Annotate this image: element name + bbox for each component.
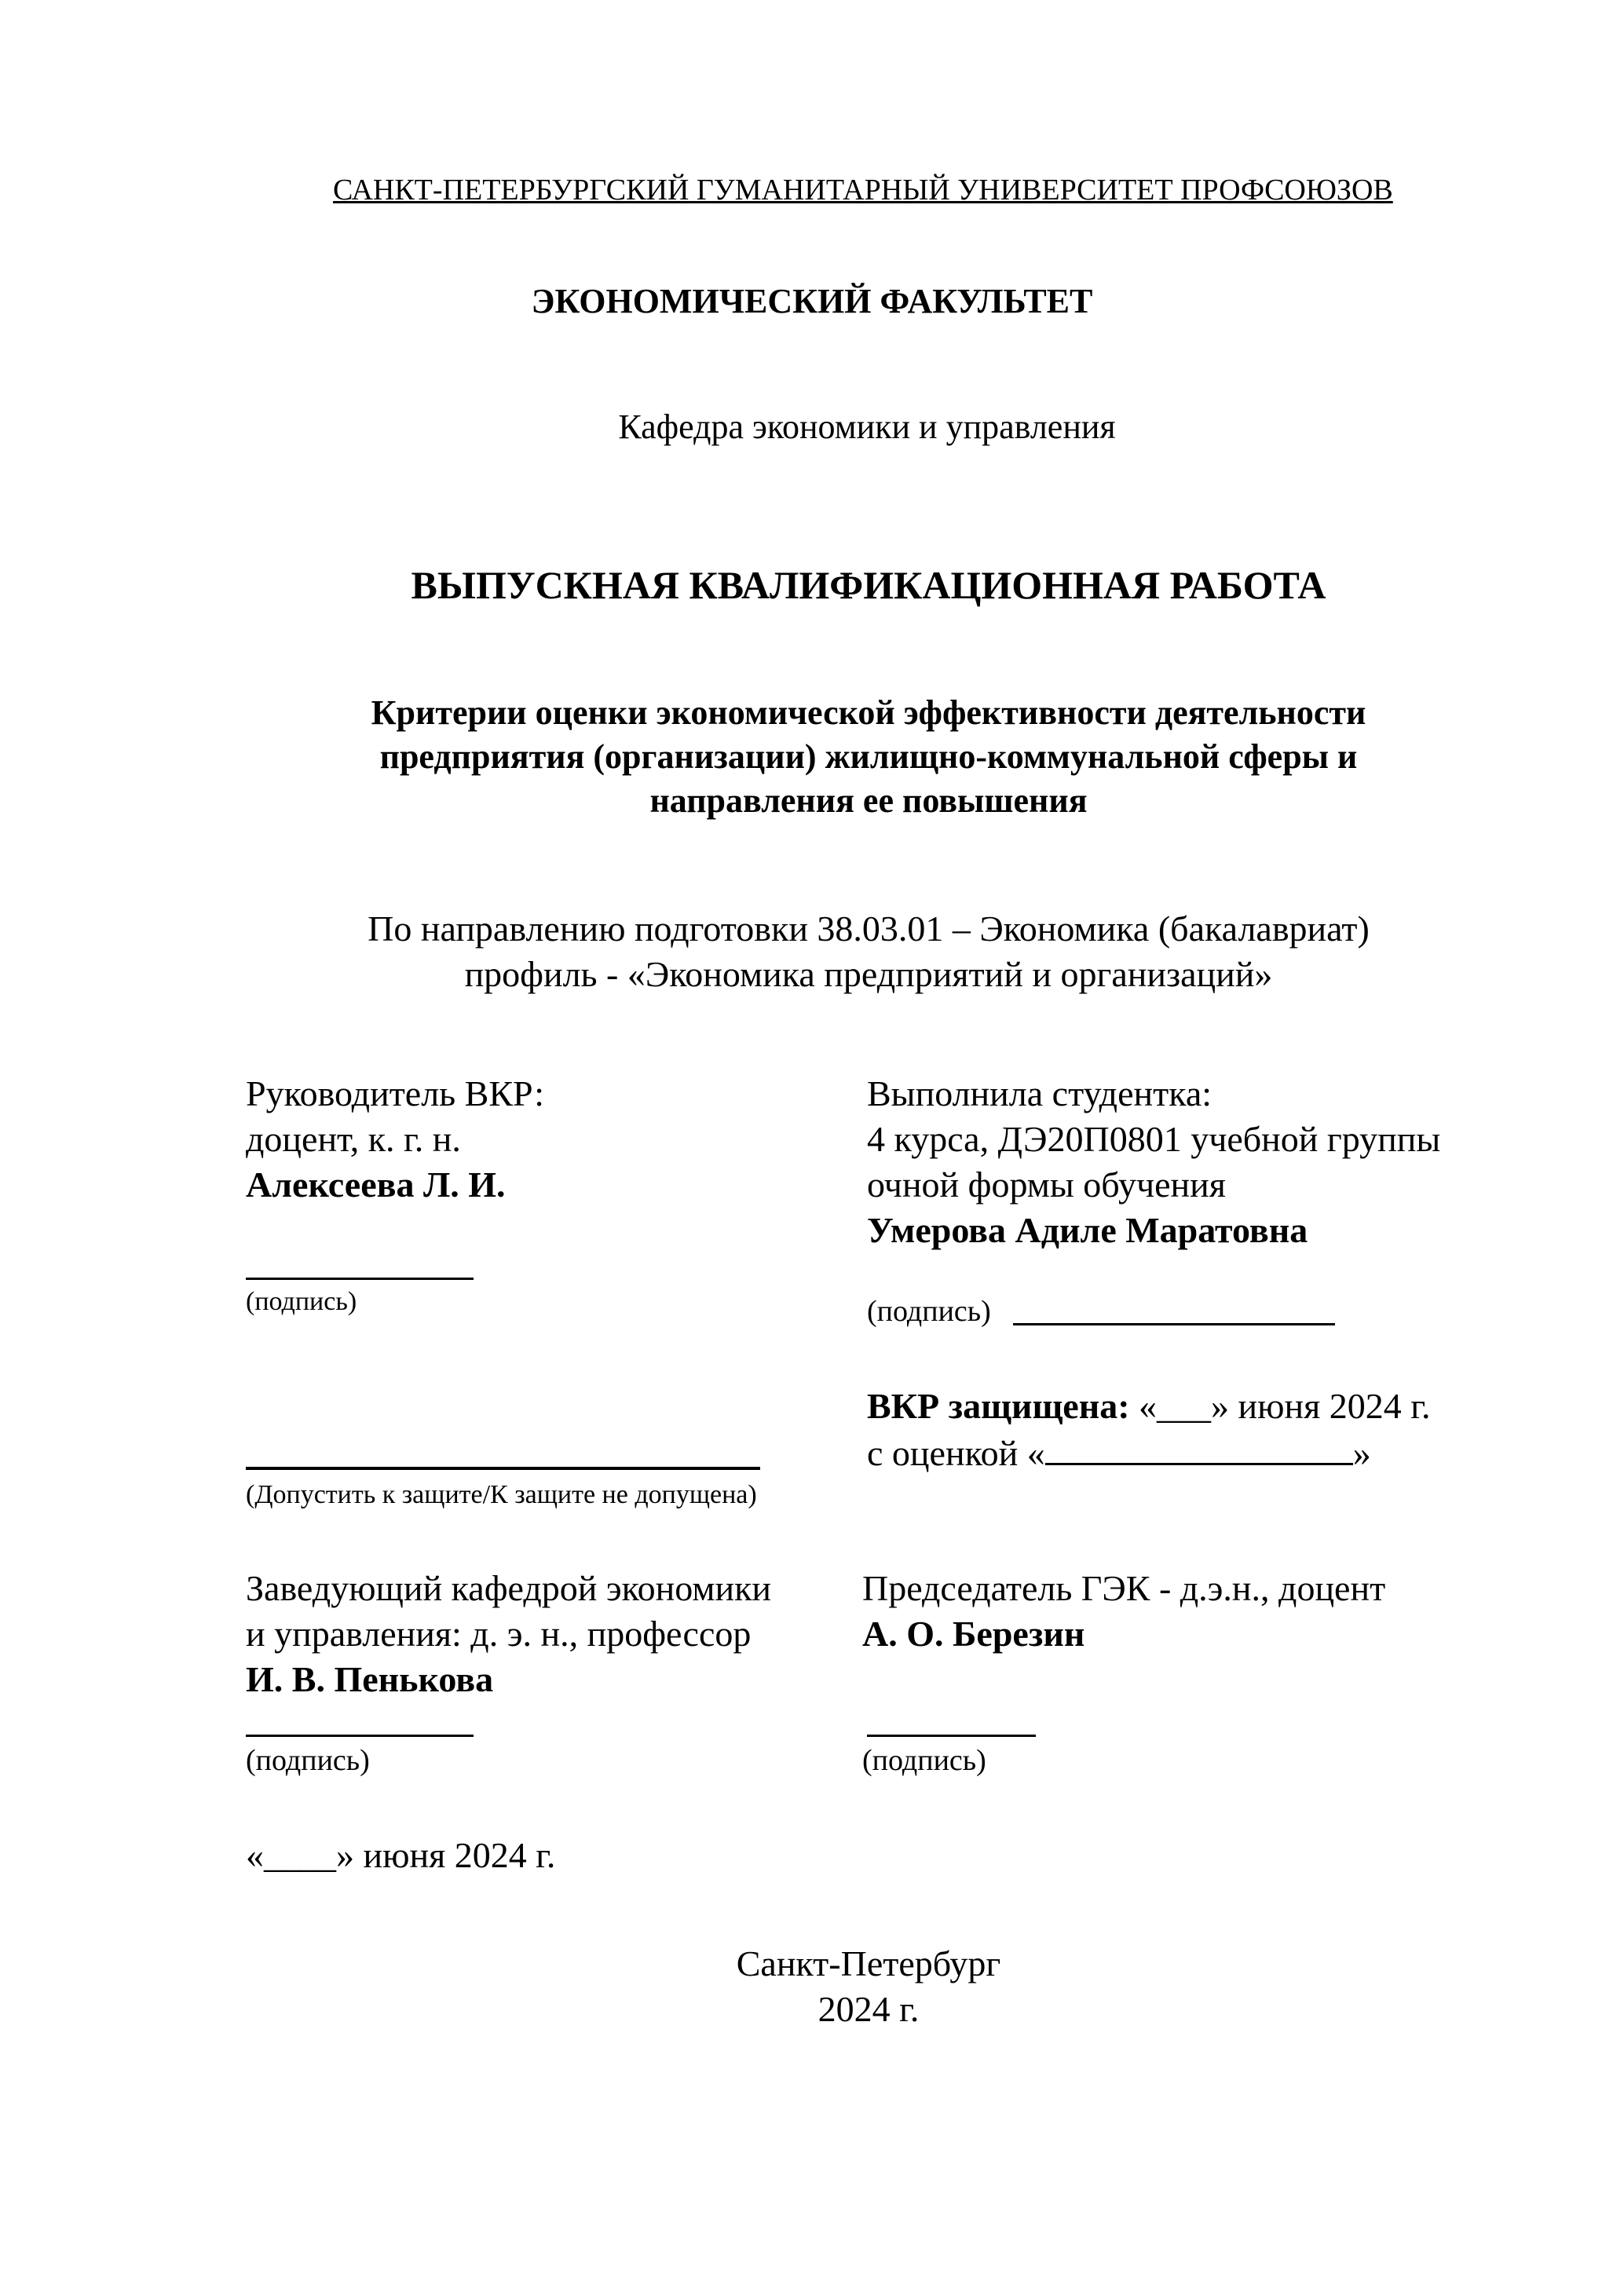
work-type: ВЫПУСКНАЯ КВАЛИФИКАЦИОННАЯ РАБОТА: [411, 563, 1326, 607]
work-title-line-1: Критерии оценки экономической эффективности деятельности: [371, 693, 1366, 732]
department-name: Кафедра экономики и управления: [618, 408, 1116, 446]
faculty-name: ЭКОНОМИЧЕСКИЙ ФАКУЛЬТЕТ: [531, 282, 1093, 320]
head-line-2: и управления: д. э. н., профессор: [246, 1614, 752, 1654]
chairman-signature-caption: (подпись): [862, 1744, 986, 1777]
chairman-name: А. О. Березин: [862, 1614, 1085, 1654]
work-title-line-3: направления ее повышения: [649, 781, 1088, 820]
university-name: САНКТ-ПЕТЕРБУРГСКИЙ ГУМАНИТАРНЫЙ УНИВЕРСИТЕТ ПРОФСОЮЗОВ: [333, 174, 1393, 207]
supervisor-label: Руководитель ВКР:: [246, 1073, 545, 1113]
head-signature-caption: (подпись): [246, 1744, 370, 1777]
supervisor-position: доцент, к. г. н.: [246, 1119, 461, 1159]
head-name: И. В. Пенькова: [246, 1659, 494, 1699]
year: 2024 г.: [817, 1989, 920, 2029]
supervisor-signature-caption: (подпись): [246, 1287, 357, 1316]
grade-prefix: с оценкой «: [867, 1433, 1045, 1473]
admission-caption: (Допустить к защите/К защите не допущена): [246, 1480, 757, 1509]
student-course-group: 4 курса, ДЭ20П0801 учебной группы: [867, 1119, 1441, 1159]
direction-line-2: профиль - «Экономика предприятий и организаций»: [464, 954, 1273, 994]
chairman-signature-line: [867, 1735, 1036, 1737]
admission-line: [246, 1467, 760, 1470]
defense-grade: [867, 1431, 1371, 1476]
approval-date: «____» июня 2024 г.: [246, 1835, 556, 1875]
defense-label: ВКР защищена:: [867, 1386, 1130, 1426]
student-name: Умерова Адиле Маратовна: [867, 1210, 1308, 1250]
defense-status: [867, 1384, 1430, 1429]
head-line-1: Заведующий кафедрой экономики: [246, 1568, 772, 1608]
direction-line-1: По направлению подготовки 38.03.01 – Экономика (бакалавриат): [368, 909, 1370, 949]
work-title-line-2: предприятия (организации) жилищно-коммунальной сферы и: [379, 737, 1358, 776]
student-signature-line: [1013, 1323, 1335, 1325]
grade-blank: [1045, 1431, 1353, 1465]
student-signature-caption: (подпись): [867, 1295, 991, 1328]
head-signature-line: [246, 1735, 474, 1737]
supervisor-name: Алексеева Л. И.: [246, 1164, 506, 1205]
supervisor-signature-line: [246, 1278, 474, 1280]
chairman-line-1: Председатель ГЭК - д.э.н., доцент: [862, 1568, 1386, 1608]
grade-suffix: »: [1352, 1433, 1371, 1473]
student-label: Выполнила студентка:: [867, 1073, 1213, 1113]
student-form: очной формы обучения: [867, 1164, 1226, 1205]
city: Санкт-Петербург: [736, 1943, 1001, 1983]
defense-date: «___» июня 2024 г.: [1129, 1386, 1431, 1426]
